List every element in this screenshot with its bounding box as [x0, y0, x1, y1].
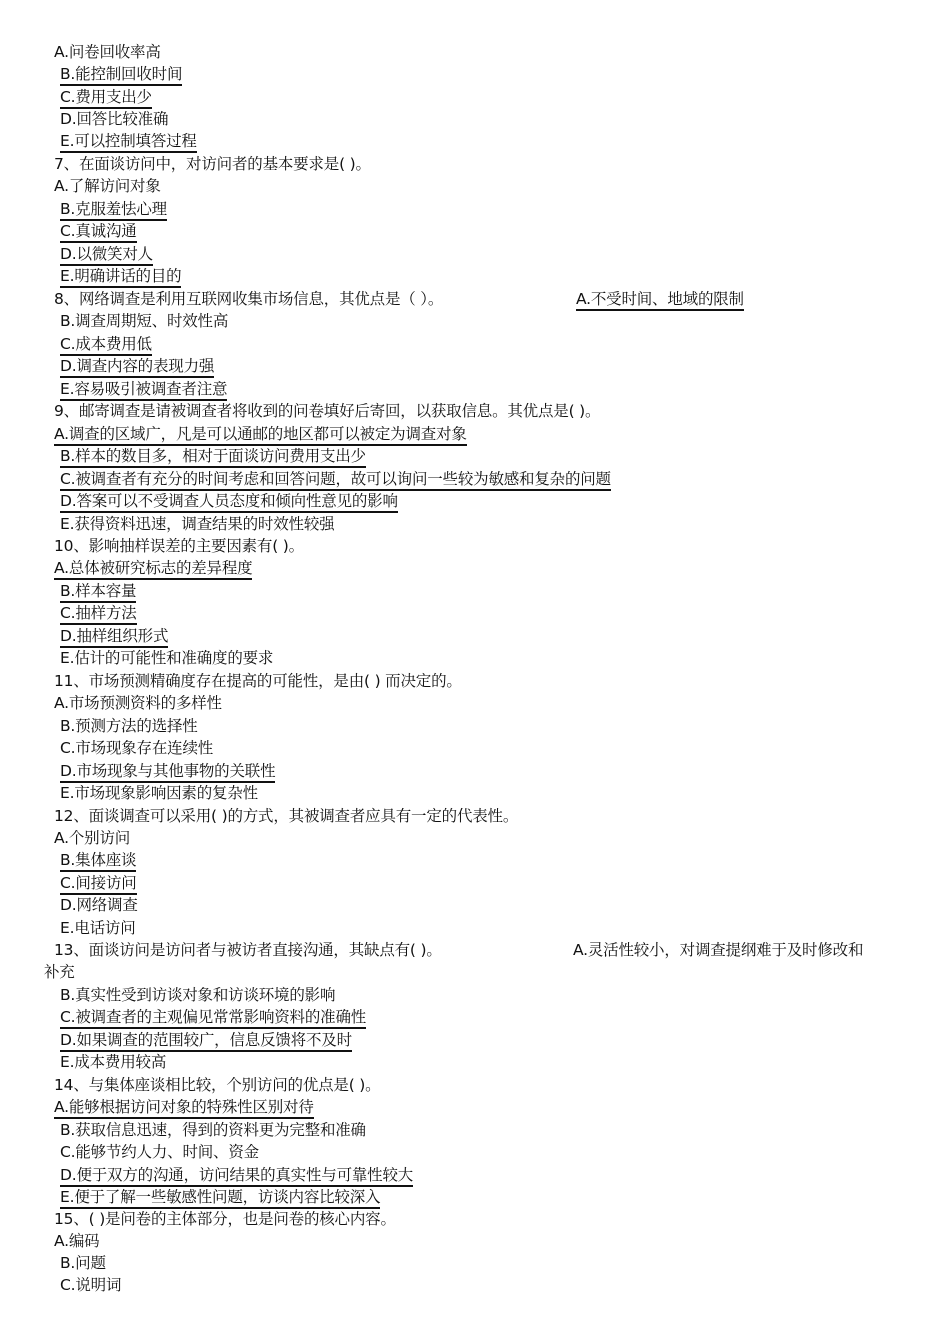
option-e-q7: E.明确讲话的目的	[60, 266, 181, 288]
option-b-q10: B.样本容量	[60, 581, 136, 603]
question-15: 15、( )是问卷的主体部分，也是问卷的核心内容。	[54, 1210, 396, 1228]
question-11: 11、市场预测精确度存在提高的可能性，是由( ) 而决定的。	[54, 672, 462, 690]
option-b-q14: B.获取信息迅速，得到的资料更为完整和准确	[60, 1121, 366, 1139]
question-14: 14、与集体座谈相比较，个别访问的优点是( )。	[54, 1076, 381, 1094]
option-e-q11: E.市场现象影响因素的复杂性	[60, 784, 258, 802]
option-b-q15: B.问题	[60, 1254, 106, 1272]
option-c-q7: C.真诚沟通	[60, 221, 137, 243]
option-a-q7: A.了解访问对象	[54, 177, 161, 195]
option-a-q12: A.个别访问	[54, 829, 131, 847]
option-d-q8: D.调查内容的表现力强	[60, 356, 214, 378]
option-e-q13: E.成本费用较高	[60, 1053, 167, 1071]
option-c-q12: C.间接访问	[60, 873, 137, 895]
question-13: 13、面谈访问是访问者与被访者直接沟通，其缺点有( )。	[54, 941, 442, 959]
option-b-q6: B.能控制回收时间	[60, 64, 182, 86]
option-c-q6: C.费用支出少	[60, 87, 152, 109]
option-e-q14: E.便于了解一些敏感性问题，访谈内容比较深入	[60, 1187, 380, 1209]
option-e-q12: E.电话访问	[60, 919, 136, 937]
option-d-q12: D.网络调查	[60, 896, 138, 914]
option-e-q6: E.可以控制填答过程	[60, 131, 197, 153]
option-b-q13: B.真实性受到访谈对象和访谈环境的影响	[60, 986, 336, 1004]
option-a-q11: A.市场预测资料的多样性	[54, 694, 222, 712]
option-b-q7: B.克服羞怯心理	[60, 199, 167, 221]
option-d-q6: D.回答比较准确	[60, 110, 169, 128]
option-a-q15: A.编码	[54, 1232, 100, 1250]
option-b-q8: B.调查周期短、时效性高	[60, 312, 229, 330]
option-d-q10: D.抽样组织形式	[60, 626, 168, 648]
option-e-q9: E.获得资料迅速，调查结果的时效性较强	[60, 515, 335, 533]
option-a-q6: A.问卷回收率高	[54, 43, 161, 61]
question-9: 9、邮寄调查是请被调查者将收到的问卷填好后寄回，以获取信息。其优点是( )。	[54, 402, 601, 420]
option-d-q9: D.答案可以不受调查人员态度和倾向性意见的影响	[60, 491, 398, 513]
option-c-q10: C.抽样方法	[60, 603, 137, 625]
option-d-q14: D.便于双方的沟通，访问结果的真实性与可靠性较大	[60, 1165, 413, 1187]
question-7: 7、在面谈访问中，对访问者的基本要求是( )。	[54, 155, 371, 173]
option-b-q12: B.集体座谈	[60, 850, 136, 872]
option-c-q15: C.说明词	[60, 1276, 122, 1294]
question-10: 10、影响抽样误差的主要因素有( )。	[54, 537, 304, 555]
question-8: 8、网络调查是利用互联网收集市场信息，其优点是（ ）。	[54, 290, 444, 308]
option-a-q13: A.灵活性较小，对调查提纲难于及时修改和	[573, 941, 864, 959]
option-b-q9: B.样本的数目多，相对于面谈访问费用支出少	[60, 446, 366, 468]
option-a-q10: A.总体被研究标志的差异程度	[54, 558, 252, 580]
option-d-q13: D.如果调查的范围较广，信息反馈将不及时	[60, 1030, 352, 1052]
option-c-q9: C.被调查者有充分的时间考虑和回答问题，故可以询问一些较为敏感和复杂的问题	[60, 469, 611, 491]
option-a-q13-continued: 补充	[44, 963, 75, 981]
option-c-q8: C.成本费用低	[60, 334, 152, 356]
question-12: 12、面谈调查可以采用( )的方式，其被调查者应具有一定的代表性。	[54, 807, 519, 825]
option-a-q9: A.调查的区域广，凡是可以通邮的地区都可以被定为调查对象	[54, 424, 467, 446]
option-b-q11: B.预测方法的选择性	[60, 717, 198, 735]
option-c-q11: C.市场现象存在连续性	[60, 739, 214, 757]
option-a-q8: A.不受时间、地域的限制	[576, 289, 744, 311]
option-d-q11: D.市场现象与其他事物的关联性	[60, 761, 275, 783]
option-a-q14: A.能够根据访问对象的特殊性区别对待	[54, 1097, 314, 1119]
option-d-q7: D.以微笑对人	[60, 244, 153, 266]
option-e-q8: E.容易吸引被调查者注意	[60, 379, 227, 401]
option-e-q10: E.估计的可能性和准确度的要求	[60, 649, 274, 667]
option-c-q14: C.能够节约人力、时间、资金	[60, 1143, 259, 1161]
option-c-q13: C.被调查者的主观偏见常常影响资料的准确性	[60, 1007, 366, 1029]
